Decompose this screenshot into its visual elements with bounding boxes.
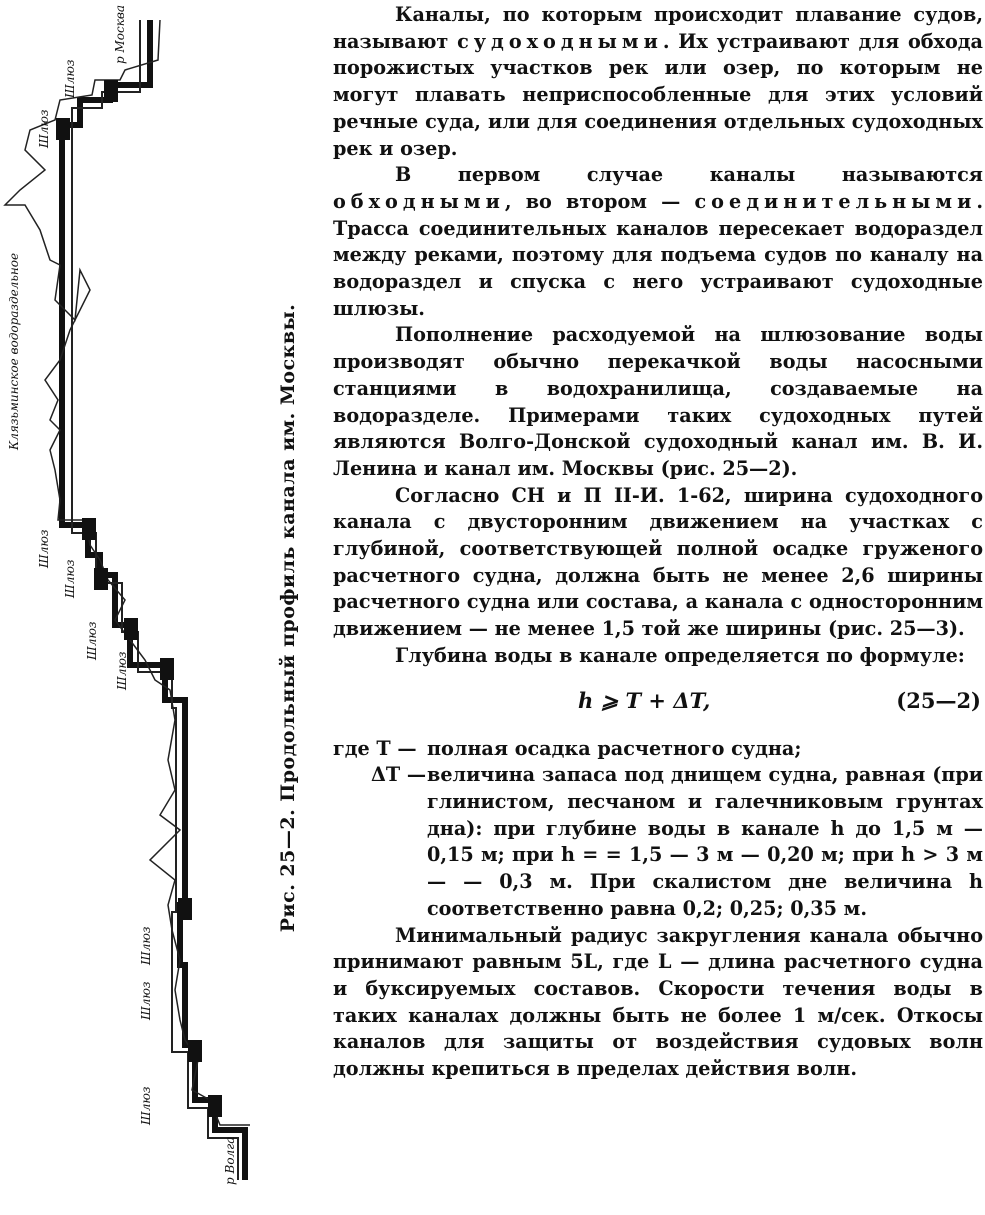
definition-text: полная осадка расчетного судна;	[427, 736, 802, 760]
lock-label: Шлюз	[139, 926, 153, 965]
formula: h ⩾ T + ΔT,	[578, 687, 711, 713]
emphasized-term: обходными	[333, 189, 505, 213]
lock-marker	[94, 568, 108, 590]
emphasized-term: судоходными	[457, 29, 663, 53]
lock-marker	[82, 518, 96, 540]
figure-caption: Рис. 25—2. Продольный профиль канала им. Москвы.	[277, 303, 299, 933]
paragraph-6: Минимальный радиус закругления канала обычно принимают равным 5L, где L — длина расчетного судна и буксируемых составов. Скорости течения воды в таких каналах должны быть не более 1 м/сек. Откосы каналов для защиты от воздействия судовых волн должны крепиться в пределах действия волн.	[333, 923, 983, 1081]
emphasized-term: соединительными	[694, 189, 977, 213]
paragraph-4: Согласно СН и П II-И. 1-62, ширина судоходного канала с двусторонним движением на участках с глубиной, соответствующей полной осадке груженого расчетного судна, должна быть не менее 2,6 ширины расчетного судна или состава, а канала с односторонним движением — не менее 1,5 той же ширины (рис. 25—3).	[333, 483, 983, 641]
definition-2	[333, 762, 983, 922]
lock-marker	[104, 80, 118, 102]
definition-term: где T —	[333, 736, 417, 760]
lock-marker	[178, 898, 192, 920]
lock-label: Шлюз	[37, 529, 51, 568]
canal-bed-line	[62, 20, 245, 1180]
definition-1	[333, 736, 983, 763]
lock-label: Шлюз	[115, 651, 129, 690]
lock-marker	[188, 1040, 202, 1062]
paragraph-5: Глубина воды в канале определяется по формуле:	[395, 643, 965, 667]
ground-surface-line	[5, 20, 250, 1125]
canal-profile-drawing	[0, 0, 250, 1211]
lock-label: Шлюз	[85, 621, 99, 660]
definition-term: ΔT —	[371, 763, 427, 787]
lock-marker	[56, 118, 70, 140]
lock-label: Шлюз	[139, 981, 153, 1020]
lock-label: Шлюз	[63, 559, 77, 598]
paragraph-1	[333, 2, 983, 162]
watershed-label: Клязьминское водораздельное	[7, 252, 21, 450]
text-span: В первом случае каналы называются	[395, 163, 983, 187]
formula-number: (25—2)	[896, 687, 981, 713]
formula-block	[333, 670, 983, 736]
lock-marker	[208, 1095, 222, 1117]
river-label-bottom: р Волга	[223, 1136, 237, 1185]
lock-label: Шлюз	[37, 109, 51, 148]
text-span: , во втором —	[504, 189, 695, 213]
canal-profile-figure	[0, 0, 330, 1211]
text-span: Каналы, по которым происходит плавание судов, называют	[333, 3, 983, 53]
lock-label: Шлюз	[139, 1086, 153, 1125]
text-span: . Трасса соединительных каналов пересекает водораздел между реками, поэтому для подъема судов по каналу на водораздел и спуска с него устраивают судоходные шлюзы.	[333, 189, 983, 320]
lock-marker	[160, 658, 174, 680]
text-column	[333, 2, 983, 1083]
paragraph-2	[333, 162, 983, 322]
text-span: . Их устраивают для обхода порожистых участков рек или озер, по которым не могут плавать неприспособленные для этих условий речные суда, или для соединения отдельных судоходных рек и озер.	[333, 29, 983, 160]
lock-label: Шлюз	[63, 59, 77, 98]
river-label-top: р Москва	[113, 4, 127, 64]
lock-marker	[124, 618, 138, 640]
water-surface-line	[72, 20, 238, 1180]
paragraph-3: Пополнение расходуемой на шлюзование воды производят обычно перекачкой воды насосными станциями в водохранилища, создаваемые на водоразделе. Примерами таких судоходных путей являются Волго-Донской судоходный канал им. В. И. Ленина и канал им. Москвы (рис. 25—2).	[333, 323, 983, 480]
definition-text: величина запаса под днищем судна, равная (при глинистом, песчаном и галечниковым грунтах дна): при глубине воды в канале h до 1,5 м — 0,15 м; при h = = 1,5 — 3 м — 0,20 м; при h > 3 м — — 0,3 м. При скалистом дне величина h соответственно равна 0,2; 0,25; 0,35 м.	[427, 763, 983, 920]
